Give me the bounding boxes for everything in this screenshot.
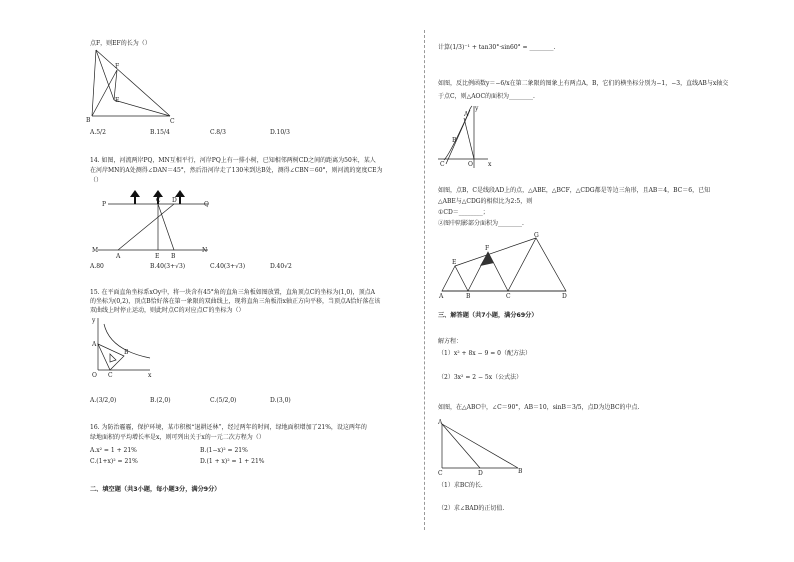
- q21-figure: [436, 418, 526, 478]
- q14-label-E: E: [155, 253, 160, 260]
- q14-figure: [90, 186, 220, 258]
- q15-option-a: A.(3/2,0): [90, 397, 117, 404]
- q14-line1: 14. 如图，河流两岸PQ，MN互相平行，河岸PQ上有一排小树，已知相邻两树CD之间的距离为50米，某人: [90, 157, 376, 164]
- q19-label-E: E: [452, 259, 457, 266]
- q15-figure: [90, 316, 160, 382]
- q18-label-C: C: [440, 161, 445, 168]
- q13-option-c: C.8/3: [210, 129, 226, 136]
- q15-line2: 的坐标为(0,2)，顶点B恰好落在第一象限的双曲线上，现将直角三角板沿x轴正方向平移，当顶点A恰好落在该: [90, 298, 381, 305]
- q14-label-B: B: [171, 253, 176, 260]
- q21-part2: （2）求∠BAD的正切值.: [438, 505, 505, 512]
- q20-part2: （2）3x² = 2 − 5x（公式法）: [438, 374, 523, 381]
- q14-option-b: B.40(3+√3): [150, 263, 186, 270]
- q18-line2: 于点C，则△AOC的面积为________.: [438, 93, 535, 100]
- q18-label-A: A: [464, 111, 469, 118]
- q18-label-O: O: [468, 161, 473, 168]
- q14-label-C: C: [156, 197, 161, 204]
- q16-option-c: C.(1+x)² = 21%: [90, 458, 138, 465]
- q15-line3: 双曲线上时停止运动，则此时点C的对应点C′的坐标为（）: [90, 307, 245, 314]
- q19-line4: ②图中阴影部分面积为________.: [438, 220, 524, 227]
- q19-label-C: C: [506, 293, 511, 300]
- q16-line1: 16. 为防治霾霾，保护环境，某市积极“退耕还林”，经过两年的时间，绿地面积增加了21%，设这两年的: [90, 424, 367, 431]
- q13-label-F: F: [115, 63, 120, 70]
- q17-text: 计算(1/3)⁻¹ + tan30°·sin60° = ________.: [438, 44, 556, 51]
- q15-line1: 15. 在平面直角坐标系xOy中，将一块含有45°角的直角三角板如图放置，直角顶点C的坐标为(1,0)，顶点A: [90, 289, 375, 296]
- q21-label-B: B: [518, 468, 523, 475]
- q13-option-b: B.15/4: [150, 129, 170, 136]
- q20-part1: （1）x² + 8x − 9 = 0（配方法）: [438, 350, 531, 357]
- q15-label-y: y: [92, 317, 96, 324]
- q16-option-b: B.(1−x)² = 21%: [200, 447, 248, 454]
- q14-option-c: C.40(3+√3): [210, 263, 246, 270]
- q13-option-a: A.5/2: [90, 129, 106, 136]
- q13-tail: 点F，则EF的长为（）: [90, 40, 151, 47]
- q19-label-A: A: [439, 293, 444, 300]
- q15-label-B: B: [124, 349, 129, 356]
- q13-figure: [86, 50, 188, 125]
- q21-label-D: D: [478, 470, 483, 477]
- q14-label-N: N: [202, 247, 208, 254]
- q13-option-d: D.10/3: [270, 129, 290, 136]
- q18-figure: [438, 104, 494, 170]
- q18-line1: 如图，反比例函数y＝−6/x在第二象限的图象上有两点A，B，它们的横坐标分别为−1，−3，直线AB与x轴交: [438, 80, 729, 87]
- q16-line2: 绿地面积的平均增长率是x，则可列出关于x的一元二次方程为（）: [90, 434, 265, 441]
- q21-part1: （1）求BC的长.: [438, 482, 483, 489]
- section2-heading: 二、填空题（共3小题，每小题3分，满分9分）: [90, 486, 221, 493]
- q15-option-d: D.(3,0): [270, 397, 291, 404]
- q20-title: 解方程：: [438, 338, 463, 345]
- q16-option-a: A.x² = 1 + 21%: [90, 447, 137, 454]
- q14-label-A: A: [116, 253, 121, 260]
- q16-option-d: D.(1 + x)² = 1 + 21%: [200, 458, 265, 465]
- q18-label-y: y: [475, 105, 479, 112]
- q14-option-d: D.40√2: [270, 263, 292, 270]
- q14-label-P: P: [102, 201, 107, 208]
- q21-text: 如图，在△ABC中，∠C＝90°，AB＝10，sinB＝3/5，点D为边BC的中点.: [438, 404, 640, 411]
- section3-heading: 三、解答题（共7小题，满分69分）: [438, 312, 538, 319]
- q19-label-D: D: [562, 293, 567, 300]
- q15-option-c: C.(5/2,0): [210, 397, 237, 404]
- q19-figure: [438, 230, 573, 300]
- q15-label-x: x: [148, 372, 152, 379]
- q13-label-C: C: [170, 118, 175, 125]
- q21-label-C: C: [438, 470, 443, 477]
- q15-label-A: A: [92, 341, 97, 348]
- q15-option-b: B.(2,0): [150, 397, 171, 404]
- q14-label-D: D: [172, 197, 177, 204]
- q19-label-F: F: [485, 245, 490, 252]
- column-divider: [424, 30, 425, 530]
- q14-label-M: M: [92, 247, 99, 254]
- q19-label-B: B: [466, 293, 471, 300]
- q19-line1: 如图，点B，C是线段AD上的点，△ABE，△BCF，△CDG都是等边三角形，且AB＝4，BC＝6，已知: [438, 187, 711, 194]
- q14-line2: 在河岸MN的A处测得∠DAN＝45°，然后沿河岸走了130米到达B处，测得∠CBN＝60°，则河流的宽度CE为: [90, 167, 383, 174]
- q21-label-A: A: [438, 419, 443, 426]
- q15-label-O: O: [92, 372, 97, 379]
- q18-label-x: x: [488, 161, 492, 168]
- q15-label-C: C: [108, 372, 113, 379]
- q13-label-E: E: [115, 97, 120, 104]
- q18-label-B: B: [452, 137, 457, 144]
- q14-label-Q: Q: [204, 201, 209, 208]
- q13-label-B: B: [86, 117, 91, 124]
- q14-option-a: A.80: [90, 263, 104, 270]
- q14-line3: （）: [90, 177, 103, 184]
- q19-line2: △ABE与△CDG的相似比为2:5，则: [438, 198, 533, 205]
- q19-line3: ①CD＝________；: [438, 209, 489, 216]
- q19-label-G: G: [534, 232, 539, 239]
